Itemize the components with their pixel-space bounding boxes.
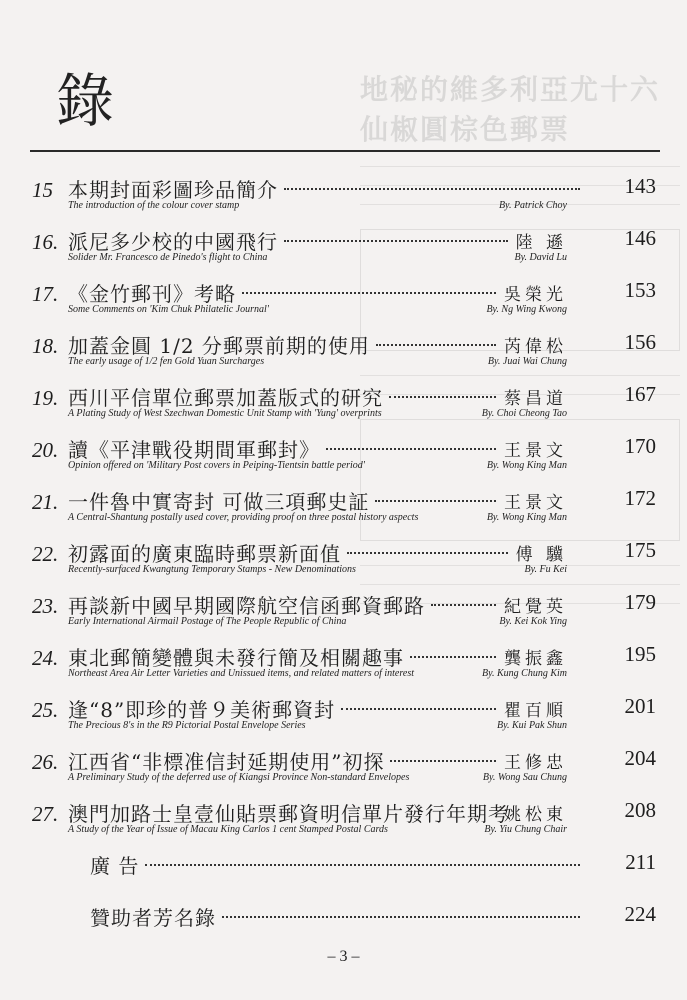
entry-byline: By. Wong Sau Chung	[482, 772, 567, 783]
toc-entry	[0, 742, 687, 790]
entry-title: 讀《平津戰役期間軍郵封》	[68, 438, 320, 462]
entry-title: 本期封面彩圖珍品簡介	[68, 178, 278, 202]
entry-byline: By. Patrick Choy	[498, 200, 567, 211]
entry-title: 加蓋金圓 1/2 分郵票前期的使用	[68, 334, 370, 358]
entry-byline: By. Wong King Man	[486, 460, 567, 471]
entry-page: 211	[625, 850, 656, 874]
entry-byline: By. Kei Kok Ying	[499, 616, 567, 627]
entry-author: 芮偉松	[504, 337, 567, 357]
dot-leader	[145, 864, 580, 866]
entry-title: 派尼多少校的中國飛行	[68, 230, 278, 254]
toc-entry	[0, 274, 687, 322]
entry-page: 204	[624, 746, 656, 770]
entry-page: 153	[624, 278, 656, 302]
dot-leader	[326, 448, 496, 450]
entry-number: 21.	[32, 490, 59, 514]
entry-number: 20.	[32, 438, 59, 462]
toc-entry	[0, 794, 687, 842]
entry-title: 西川平信單位郵票加蓋版式的研究	[68, 386, 383, 410]
toc-entry	[0, 430, 687, 478]
entry-page: 208	[624, 798, 656, 822]
entry-number: 22.	[32, 542, 59, 566]
dot-leader	[375, 500, 496, 502]
entry-byline: By. Kung Chung Kim	[481, 668, 567, 679]
entry-subtitle: Early International Airmail Postage of The People Republic of China	[68, 616, 347, 627]
entry-subtitle: The early usage of 1/2 fen Gold Yuan Surcharges	[68, 356, 265, 367]
toc-entry	[0, 690, 687, 738]
entry-author: 傅 驥	[515, 545, 567, 565]
entry-subtitle: Recently-surfaced Kwangtung Temporary Stamps - New Denominations	[68, 564, 356, 575]
toc-entry	[0, 170, 687, 218]
entry-author: 王景文	[504, 441, 567, 461]
entry-subtitle: A Study of the Year of Issue of Macau King Carlos 1 cent Stamped Postal Cards	[68, 824, 388, 835]
entry-author: 姚松東	[504, 805, 567, 825]
toc-entry	[0, 898, 687, 946]
entry-page: 156	[624, 330, 656, 354]
dot-leader	[242, 292, 496, 294]
entry-author: 紀覺英	[504, 597, 567, 617]
entry-title: 逢“8”即珍的普９美術郵資封	[68, 698, 336, 722]
entry-number: 27.	[32, 802, 59, 826]
entry-author: 陸 遜	[515, 233, 567, 253]
entry-byline: By. Kui Pak Shun	[497, 720, 567, 731]
entry-page: 143	[624, 174, 656, 198]
entry-page: 146	[624, 226, 656, 250]
entry-page: 224	[624, 902, 656, 926]
entry-number: 26.	[32, 750, 59, 774]
dot-leader	[347, 552, 508, 554]
entry-subtitle: A Plating Study of West Szechwan Domestic Unit Stamp with 'Yung' overprints	[68, 408, 382, 419]
entry-subtitle: Some Comments on 'Kim Chuk Philatelic Journal'	[68, 304, 269, 315]
entry-byline: By. Fu Kei	[524, 564, 567, 575]
entry-subtitle: Solider Mr. Francesco de Pinedo's flight to China	[68, 252, 268, 263]
entry-subtitle: The introduction of the colour cover stamp	[68, 200, 240, 211]
entry-page: 167	[624, 382, 656, 406]
entry-number: 15	[32, 178, 53, 202]
entry-title: 東北郵簡變體與未發行簡及相關趣事	[68, 646, 404, 670]
entry-number: 17.	[32, 282, 59, 306]
entry-author: 王景文	[504, 493, 567, 513]
entry-page: 170	[624, 434, 656, 458]
entry-page: 195	[624, 642, 656, 666]
entry-page: 201	[624, 694, 656, 718]
entry-title: 澳門加路士皇壹仙貼票郵資明信單片發行年期考	[68, 802, 509, 826]
toc-entry	[0, 638, 687, 686]
header-divider	[30, 150, 660, 152]
entry-author: 瞿百順	[504, 701, 567, 721]
entry-author: 蔡昌道	[504, 389, 567, 409]
entry-number: 25.	[32, 698, 59, 722]
page-title: 錄	[56, 67, 115, 135]
toc-entry	[0, 846, 687, 894]
toc-entry	[0, 534, 687, 582]
entry-number: 16.	[32, 230, 59, 254]
entry-title: 《金竹郵刊》考略	[68, 282, 236, 306]
entry-byline: By. Yiu Chung Chair	[484, 824, 567, 835]
page-number: – 3 –	[327, 948, 360, 965]
entry-title: 初露面的廣東臨時郵票新面值	[68, 542, 341, 566]
entry-subtitle: A Preliminary Study of the deferred use of Kiangsi Province Non-standard Envelopes	[68, 772, 410, 783]
toc-entry	[0, 222, 687, 270]
dot-leader	[431, 604, 496, 606]
entry-number: 19.	[32, 386, 59, 410]
entry-author: 吳榮光	[504, 285, 567, 305]
entry-subtitle: Opinion offered on 'Military Post covers in Peiping-Tientsin battle period'	[68, 460, 365, 471]
entry-subtitle: Northeast Area Air Letter Varieties and Unissued items, and related matters of interest	[68, 668, 415, 679]
toc-entry	[0, 586, 687, 634]
entry-title: 江西省“非標准信封延期使用”初探	[68, 750, 385, 774]
entry-byline: By. Ng Wing Kwong	[486, 304, 567, 315]
dot-leader	[284, 188, 580, 190]
dot-leader	[376, 344, 496, 346]
entry-title: 再談新中國早期國際航空信函郵資郵路	[68, 594, 425, 618]
toc-entry	[0, 482, 687, 530]
entry-byline: By. Juai Wai Chung	[487, 356, 567, 367]
dot-leader	[341, 708, 496, 710]
toc-entry	[0, 378, 687, 426]
entry-page: 175	[624, 538, 656, 562]
dot-leader	[410, 656, 496, 658]
entry-title: 一件魯中實寄封 可做三項郵史証	[68, 490, 370, 514]
entry-page: 172	[624, 486, 656, 510]
entry-byline: By. David Lu	[514, 252, 567, 263]
entry-number: 18.	[32, 334, 59, 358]
bleed-through-background: 地秘的維多利亞尤十六仙椒圓棕色郵票	[360, 60, 680, 820]
dot-leader	[390, 760, 496, 762]
entry-author: 龔振鑫	[504, 649, 567, 669]
entry-number: 23.	[32, 594, 59, 618]
dot-leader	[284, 240, 508, 242]
entry-byline: By. Wong King Man	[486, 512, 567, 523]
toc-entry	[0, 326, 687, 374]
dot-leader	[222, 916, 580, 918]
entry-page: 179	[624, 590, 656, 614]
entry-byline: By. Choi Cheong Tao	[481, 408, 567, 419]
entry-subtitle: A Central-Shantung postally used cover, providing proof on three postal history aspects	[68, 512, 419, 523]
entry-title: 廣 告	[90, 854, 140, 878]
entry-subtitle: The Precious 8's in the R9 Pictorial Postal Envelope Series	[68, 720, 306, 731]
entry-title: 贊助者芳名錄	[90, 906, 216, 930]
entry-author: 王修忠	[504, 753, 567, 773]
dot-leader	[389, 396, 496, 398]
entry-number: 24.	[32, 646, 59, 670]
